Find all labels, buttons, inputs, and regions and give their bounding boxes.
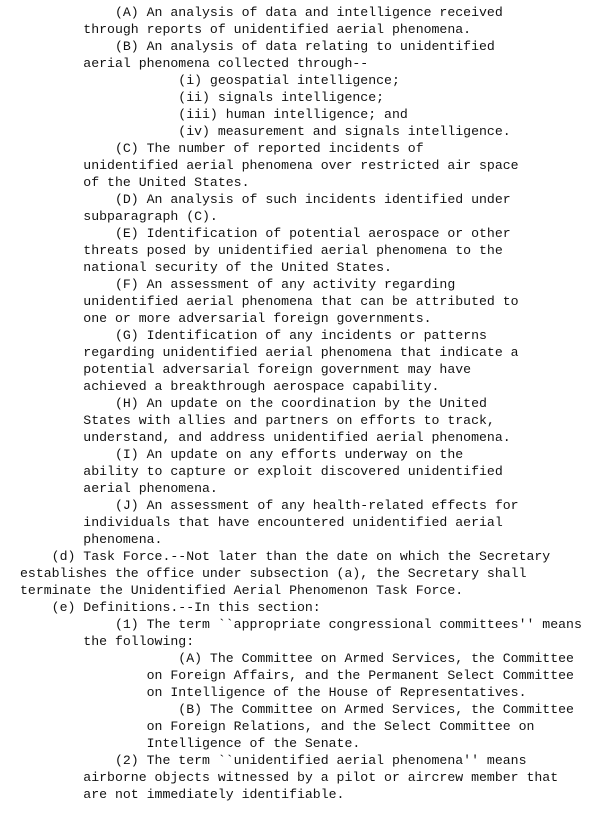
- text-line: subparagraph (C).: [20, 209, 218, 224]
- text-line: aerial phenomena collected through--: [20, 56, 369, 71]
- text-line: individuals that have encountered unidentified aerial: [20, 515, 503, 530]
- text-line: (H) An update on the coordination by the United: [20, 396, 487, 411]
- text-line: (E) Identification of potential aerospace or other: [20, 226, 511, 241]
- text-line: the following:: [20, 634, 195, 649]
- text-line: through reports of unidentified aerial phenomena.: [20, 22, 472, 37]
- text-line: (B) An analysis of data relating to unidentified: [20, 39, 495, 54]
- text-line: establishes the office under subsection (a), the Secretary shall: [20, 566, 527, 581]
- text-line: (I) An update on any efforts underway on the: [20, 447, 464, 462]
- text-line: regarding unidentified aerial phenomena that indicate a: [20, 345, 519, 360]
- text-line: (B) The Committee on Armed Services, the Committee: [20, 702, 574, 717]
- text-line: (J) An assessment of any health-related effects for: [20, 498, 519, 513]
- text-line: (d) Task Force.--Not later than the date on which the Secretary: [20, 549, 551, 564]
- text-line: are not immediately identifiable.: [20, 787, 345, 802]
- text-line: terminate the Unidentified Aerial Phenomenon Task Force.: [20, 583, 464, 598]
- text-line: airborne objects witnessed by a pilot or aircrew member that: [20, 770, 559, 785]
- text-line: (G) Identification of any incidents or patterns: [20, 328, 487, 343]
- text-line: on Foreign Affairs, and the Permanent Select Committee: [20, 668, 574, 683]
- text-line: (F) An assessment of any activity regarding: [20, 277, 456, 292]
- text-line: (ii) signals intelligence;: [20, 90, 385, 105]
- text-line: aerial phenomena.: [20, 481, 218, 496]
- text-line: (A) The Committee on Armed Services, the Committee: [20, 651, 574, 666]
- text-line: one or more adversarial foreign governments.: [20, 311, 432, 326]
- text-line: on Foreign Relations, and the Select Committee on: [20, 719, 535, 734]
- text-line: (1) The term ``appropriate congressional committees'' means: [20, 617, 582, 632]
- text-line: (e) Definitions.--In this section:: [20, 600, 321, 615]
- text-line: achieved a breakthrough aerospace capability.: [20, 379, 440, 394]
- text-line: understand, and address unidentified aerial phenomena.: [20, 430, 511, 445]
- text-line: (C) The number of reported incidents of: [20, 141, 424, 156]
- text-line: on Intelligence of the House of Representatives.: [20, 685, 527, 700]
- text-line: of the United States.: [20, 175, 250, 190]
- text-line: unidentified aerial phenomena over restricted air space: [20, 158, 519, 173]
- text-line: national security of the United States.: [20, 260, 392, 275]
- text-line: (2) The term ``unidentified aerial phenomena'' means: [20, 753, 527, 768]
- text-line: (i) geospatial intelligence;: [20, 73, 400, 88]
- text-line: unidentified aerial phenomena that can be attributed to: [20, 294, 519, 309]
- text-line: (A) An analysis of data and intelligence received: [20, 5, 503, 20]
- text-line: threats posed by unidentified aerial phenomena to the: [20, 243, 503, 258]
- text-line: States with allies and partners on efforts to track,: [20, 413, 495, 428]
- text-line: (iv) measurement and signals intelligence.: [20, 124, 511, 139]
- text-line: Intelligence of the Senate.: [20, 736, 361, 751]
- text-line: potential adversarial foreign government may have: [20, 362, 472, 377]
- text-line: ability to capture or exploit discovered unidentified: [20, 464, 503, 479]
- text-line: (D) An analysis of such incidents identified under: [20, 192, 511, 207]
- text-line: phenomena.: [20, 532, 163, 547]
- text-line: (iii) human intelligence; and: [20, 107, 408, 122]
